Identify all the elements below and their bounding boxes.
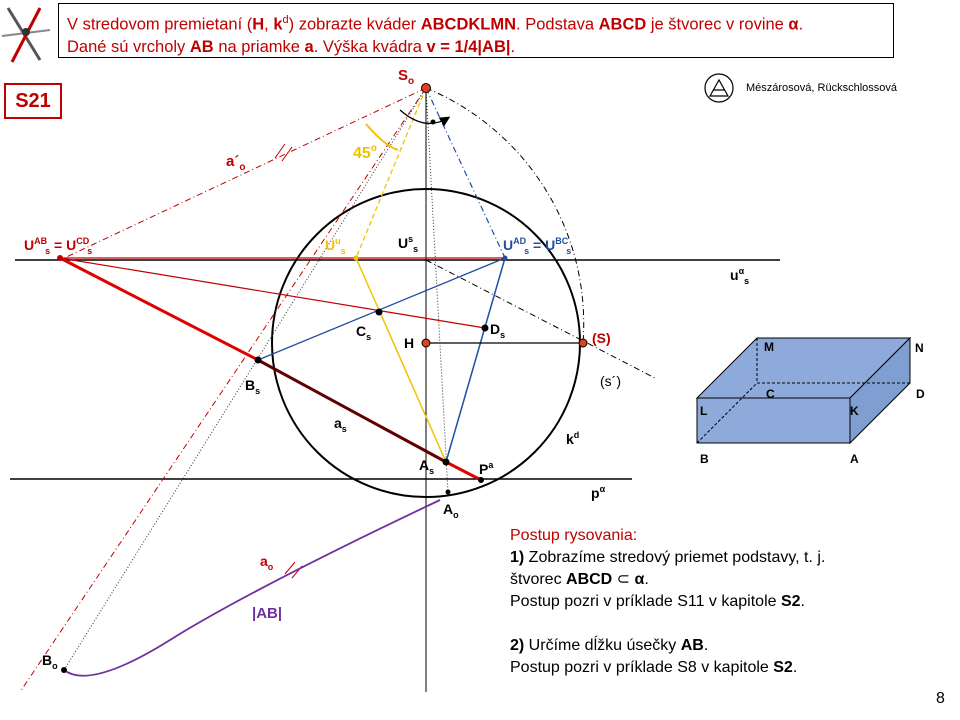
authors-logo-icon bbox=[705, 74, 733, 102]
box-label-D: D bbox=[916, 387, 925, 401]
step-2-line-1: 2) Určíme dĺžku úsečky AB. bbox=[510, 637, 709, 654]
box-label-N: N bbox=[915, 341, 924, 355]
label-kd: $k^d$ bbox=[566, 430, 580, 447]
box-label-A: A bbox=[850, 452, 859, 466]
task-text: ) zobrazte kváder bbox=[288, 15, 421, 34]
task-cuboid-name: ABCDKLMN bbox=[420, 15, 517, 34]
blue-line-BC bbox=[258, 258, 505, 360]
segment-AsBs bbox=[258, 360, 446, 462]
label-as: $a_s$ bbox=[334, 415, 347, 434]
point-Bo bbox=[61, 667, 67, 673]
label-S-paren: (S) bbox=[592, 330, 611, 346]
point-H bbox=[422, 339, 430, 347]
task-alpha: α bbox=[788, 15, 799, 34]
step-1-line-2: štvorec ABCD ⊂ α. bbox=[510, 571, 649, 588]
point-S bbox=[579, 339, 587, 347]
label-Pa: $P^a$ bbox=[479, 460, 494, 477]
point-UAD bbox=[503, 256, 508, 261]
label-Ao: $A_o$ bbox=[443, 501, 459, 520]
page-number: 8 bbox=[936, 690, 945, 707]
label-u-alpha-s: $u^\alpha_s$ bbox=[730, 266, 750, 286]
label-Cs: $C_s$ bbox=[356, 323, 372, 342]
task-k: k bbox=[273, 15, 283, 34]
label-p-alpha: $p^\alpha$ bbox=[591, 484, 606, 501]
task-text: , bbox=[264, 15, 274, 34]
label-s-prime: (s´) bbox=[600, 373, 621, 389]
task-text: Dané sú vrcholy bbox=[67, 37, 190, 56]
step-1-line-1: 1) Zobrazíme stredový priemet podstavy, t. j. bbox=[510, 549, 826, 566]
box-label-L: L bbox=[700, 404, 708, 418]
label-a-o-prime: $a´_o$ bbox=[226, 153, 246, 173]
task-a: a bbox=[304, 37, 314, 56]
label-So: $S_o$ bbox=[398, 67, 415, 87]
point-UAB bbox=[57, 255, 63, 261]
steps-header: Postup rysovania: bbox=[510, 527, 638, 544]
step-2-line-2: Postup pozri v príklade S8 v kapitole S2. bbox=[510, 659, 798, 676]
blue-ray-UAD bbox=[426, 88, 505, 258]
line-a-s-upper bbox=[60, 258, 258, 360]
exercise-badge: S21 bbox=[4, 83, 62, 119]
drawing-steps bbox=[510, 525, 950, 679]
rotation-arc bbox=[426, 88, 584, 343]
label-Us: $U^s_s$ bbox=[398, 234, 419, 254]
label-Ds: $D_s$ bbox=[490, 321, 506, 340]
compass-icon bbox=[2, 8, 50, 62]
task-AB: AB bbox=[189, 37, 214, 56]
line-s-prime bbox=[426, 260, 655, 378]
brace-AB-length bbox=[64, 500, 440, 676]
line-a-o-prime bbox=[20, 88, 426, 692]
step-1-line-3: Postup pozri v príklade S11 v kapitole S2. bbox=[510, 593, 805, 610]
yellow-ray-Uu bbox=[356, 88, 426, 258]
label-ao: $a_o$ bbox=[260, 553, 274, 572]
label-UAB-UCD: $U^{AB}$ $s = U^{CD}$ s bbox=[24, 236, 93, 256]
label-Uu: $U^u_s$ bbox=[325, 236, 346, 256]
line-a-o-prime-upper bbox=[60, 88, 426, 260]
point-As bbox=[443, 459, 450, 466]
task-text: . bbox=[798, 15, 804, 34]
ray-So-Ao bbox=[426, 88, 448, 492]
task-text: . Podstava bbox=[516, 15, 599, 34]
rotation-arrow bbox=[400, 110, 448, 123]
box-label-B: B bbox=[700, 452, 709, 466]
label-Bo: $B_o$ bbox=[42, 652, 58, 671]
box-label-C: C bbox=[766, 387, 775, 401]
task-text: V stredovom premietaní ( bbox=[67, 15, 253, 34]
task-height: v = 1/4|AB| bbox=[426, 37, 511, 56]
point-So bbox=[422, 84, 431, 93]
task-text: je štvorec v rovine bbox=[646, 15, 789, 34]
label-Bs: $B_s$ bbox=[245, 377, 261, 396]
task-text: . bbox=[510, 37, 516, 56]
point-Pa bbox=[478, 477, 484, 483]
point-Ds bbox=[482, 325, 489, 332]
authors-credit: Mészárosová, Rückschlossová bbox=[746, 82, 898, 94]
box-label-K: K bbox=[850, 404, 859, 418]
point-Cs bbox=[376, 309, 383, 316]
line-a-s-lower bbox=[446, 462, 481, 480]
label-AB-length: |AB| bbox=[252, 605, 283, 622]
blue-line-AD bbox=[446, 258, 505, 462]
label-H: H bbox=[404, 335, 415, 351]
task-d: d bbox=[282, 14, 289, 26]
task-base-name: ABCD bbox=[598, 15, 647, 34]
box-label-M: M bbox=[764, 340, 774, 354]
label-angle-45: 45$^o$ bbox=[353, 143, 377, 162]
task-text: . Výška kvádra bbox=[313, 37, 427, 56]
task-text: na priamke bbox=[213, 37, 305, 56]
point-Ao bbox=[446, 490, 451, 495]
cuboid-illustration bbox=[697, 338, 925, 466]
task-H: H bbox=[252, 15, 265, 34]
point-Bs bbox=[255, 357, 262, 364]
label-UAD-UBC: $U^{AD}$ $s = U^{BC}$ s bbox=[503, 236, 572, 256]
point-Uu bbox=[354, 256, 359, 261]
label-As: $A_s$ bbox=[419, 457, 435, 476]
